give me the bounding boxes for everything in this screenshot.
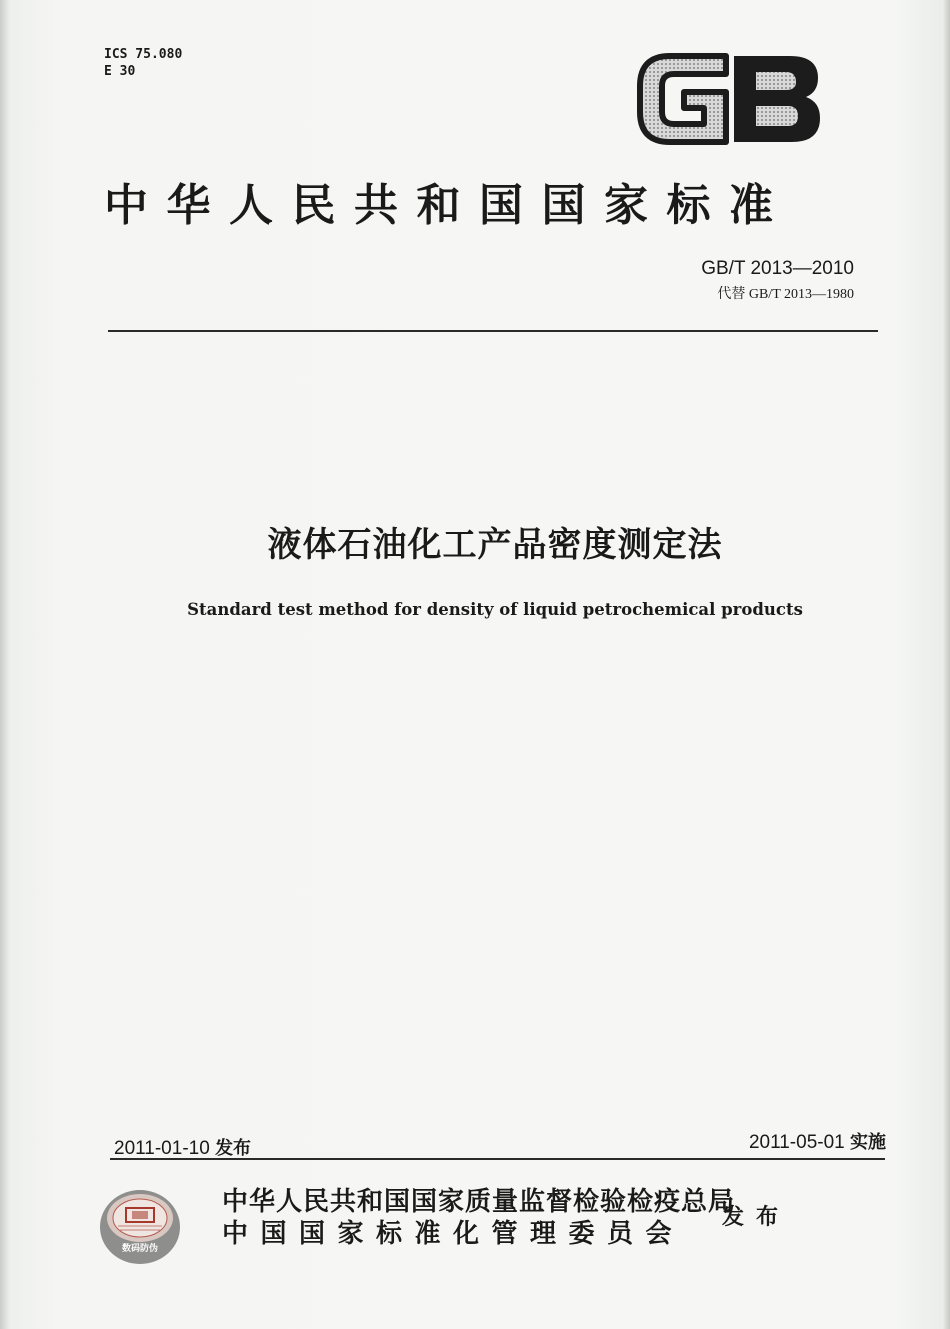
issue-date-label: 发布: [215, 1138, 252, 1159]
document-title-cn: 液体石油化工产品密度测定法: [267, 525, 723, 565]
publish-label: 发布: [722, 1204, 791, 1230]
issue-date-value: 2011-01-10: [114, 1138, 210, 1159]
replaces-standard: 代替 GB/T 2013—1980: [717, 287, 854, 302]
security-seal-icon: [98, 1188, 182, 1266]
ccs-code: E 30: [104, 64, 136, 79]
publishers-block: [222, 1186, 735, 1250]
standard-code: [701, 258, 854, 280]
standard-code-text: GB/T 2013—2010: [701, 258, 854, 279]
implementation-date-value: 2011-05-01: [748, 1132, 845, 1153]
implementation-date-label: 实施: [850, 1132, 886, 1153]
seal-text: 数码防伪: [121, 1244, 159, 1254]
national-standard-title: 中华人民共和国国家标准: [104, 180, 792, 231]
header-divider: [108, 330, 878, 332]
document-title-en: Standard test method for density of liquid petrochemical products: [187, 600, 803, 619]
publisher-aqsiq: 中华人民共和国国家质量监督检验检疫总局: [222, 1187, 736, 1217]
ics-code: ICS 75.080: [104, 47, 183, 62]
page-edge-left: [0, 0, 10, 1329]
footer-divider: [110, 1158, 885, 1160]
classification-codes: [104, 46, 182, 80]
issue-date: [114, 1134, 251, 1160]
page-edge-right: [942, 0, 950, 1329]
publisher-sac: 中国国家标准化管理委员会: [222, 1219, 685, 1249]
gb-logo-icon: [636, 50, 824, 148]
implementation-date: [749, 1128, 886, 1154]
